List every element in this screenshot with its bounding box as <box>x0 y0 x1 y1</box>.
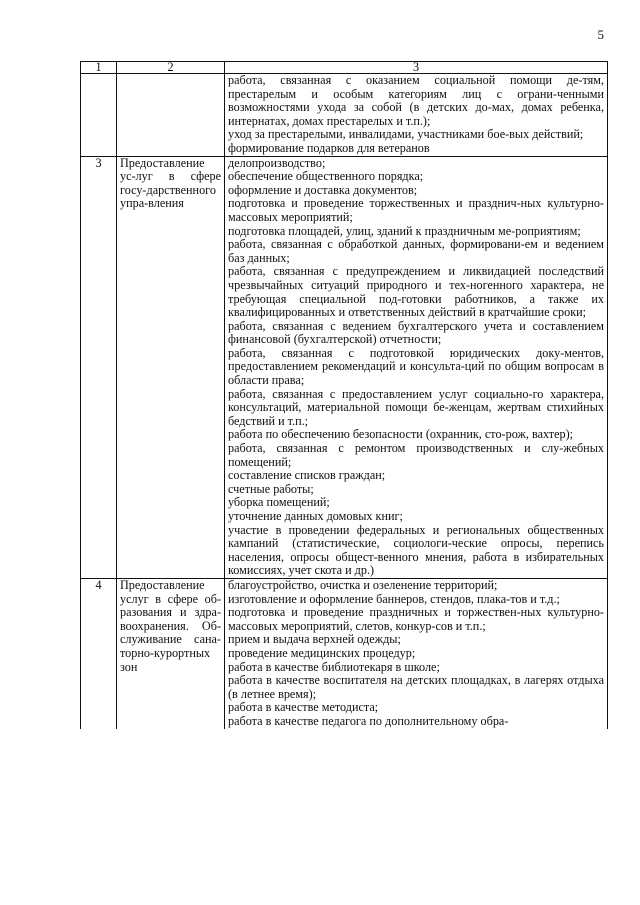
work-item: работа, связанная с обработкой данных, формировани-ем и ведением баз данных; <box>228 237 604 265</box>
table-row <box>81 578 608 728</box>
row-number: 3 <box>81 156 117 578</box>
service-name: Предоставление услуг в сфере об-разования и здра-воохранения. Об-служивание сана-торно-курортных зон <box>117 578 225 728</box>
work-item: работа по обеспечению безопасности (охранник, сто-рож, вахтер); <box>228 427 574 442</box>
work-item: работа, связанная с предоставлением услуг социально-го характера, консультаций, материальной помощи бе-женцам, жертвам стихийных бедствий и т.п.; <box>228 386 604 428</box>
work-item: уточнение данных домовых книг; <box>228 509 403 523</box>
row-number <box>81 74 117 157</box>
work-item: работа в качестве воспитателя на детских площадках, в лагерях отдыха (в летнее время); <box>228 673 604 701</box>
services-table <box>80 61 608 729</box>
work-item: обеспечение общественного порядка; <box>228 169 424 184</box>
work-item: подготовка и проведение праздничных и торжествен-ных культурно-массовых мероприятий, слетов, конкур-сов и т.п.; <box>228 605 604 633</box>
table-header-row <box>81 62 608 74</box>
work-item: благоустройство, очистка и озеленение территорий; <box>228 577 498 592</box>
works-list <box>225 74 608 157</box>
work-item: уход за престарелыми, инвалидами, участниками бое-вых действий; <box>228 127 584 142</box>
work-item: счетные работы; <box>228 481 314 496</box>
header-cell-3: 3 <box>225 62 608 74</box>
work-item: формирование подарков для ветеранов <box>228 140 430 155</box>
work-item: работа в качестве методиста; <box>228 700 379 715</box>
service-name: Предоставление ус-луг в сфере госу-дарственного упра-вления <box>117 156 225 578</box>
works-list <box>225 578 608 728</box>
table-row <box>81 156 608 578</box>
work-item: уборка помещений; <box>228 495 330 510</box>
row-number: 4 <box>81 578 117 728</box>
work-item: работа, связанная с ведением бухгалтерского учета и составлением финансовой (бухгалтерской) отчетности; <box>228 318 604 347</box>
work-item: подготовка и проведение торжественных и празднич-ных культурно-массовых мероприятий; <box>228 196 604 224</box>
page-number: 5 <box>597 27 604 42</box>
work-item: участие в проведении федеральных и региональных общественных кампаний (статистические, социологи-ческие опросы, перепись населения, опросы общест-венного мнения, работа в избирательных комиссиях, учет скота и др.) <box>228 522 604 578</box>
work-item: делопроизводство; <box>228 155 326 170</box>
works-list <box>225 156 608 578</box>
work-item: оформление и доставка документов; <box>228 182 418 197</box>
work-item: работа, связанная с оказанием социальной помощи де-тям, престарелым и особым категориям лиц с ограни-ченными возможностями ухода за собой (в детских до-мах, домах ребенка, интернатах, домах престарелых и т.п.); <box>228 73 604 128</box>
work-item: работа, связанная с ремонтом производственных и слу-жебных помещений; <box>228 441 604 469</box>
work-item: изготовление и оформление баннеров, стендов, плака-тов и т.д.; <box>228 591 560 606</box>
work-item: работа в качестве библиотекаря в школе; <box>228 659 440 674</box>
header-cell-2: 2 <box>117 62 225 74</box>
work-item: составление списков граждан; <box>228 468 386 483</box>
work-item: работа в качестве педагога по дополнительному обра- <box>228 713 509 728</box>
work-item: прием и выдача верхней одежды; <box>228 632 401 647</box>
work-item: работа, связанная с подготовкой юридических доку-ментов, предоставлением рекомендаций и консульта-ций по общим вопросам в области права; <box>228 345 604 388</box>
work-item: проведение медицинских процедур; <box>228 645 416 660</box>
work-item: работа, связанная с предупреждением и ликвидацией последствий чрезвычайных ситуаций природного и тех-ногенного характера, не требующая специальной под-готовки работников, а также их квалифицированных и ответственных действий в кратчайшие сроки; <box>228 264 604 320</box>
header-cell-1: 1 <box>81 62 117 74</box>
service-name <box>117 74 225 157</box>
table-row <box>81 74 608 157</box>
work-item: подготовка площадей, улиц, зданий к праздничным ме-роприятиям; <box>228 223 581 238</box>
